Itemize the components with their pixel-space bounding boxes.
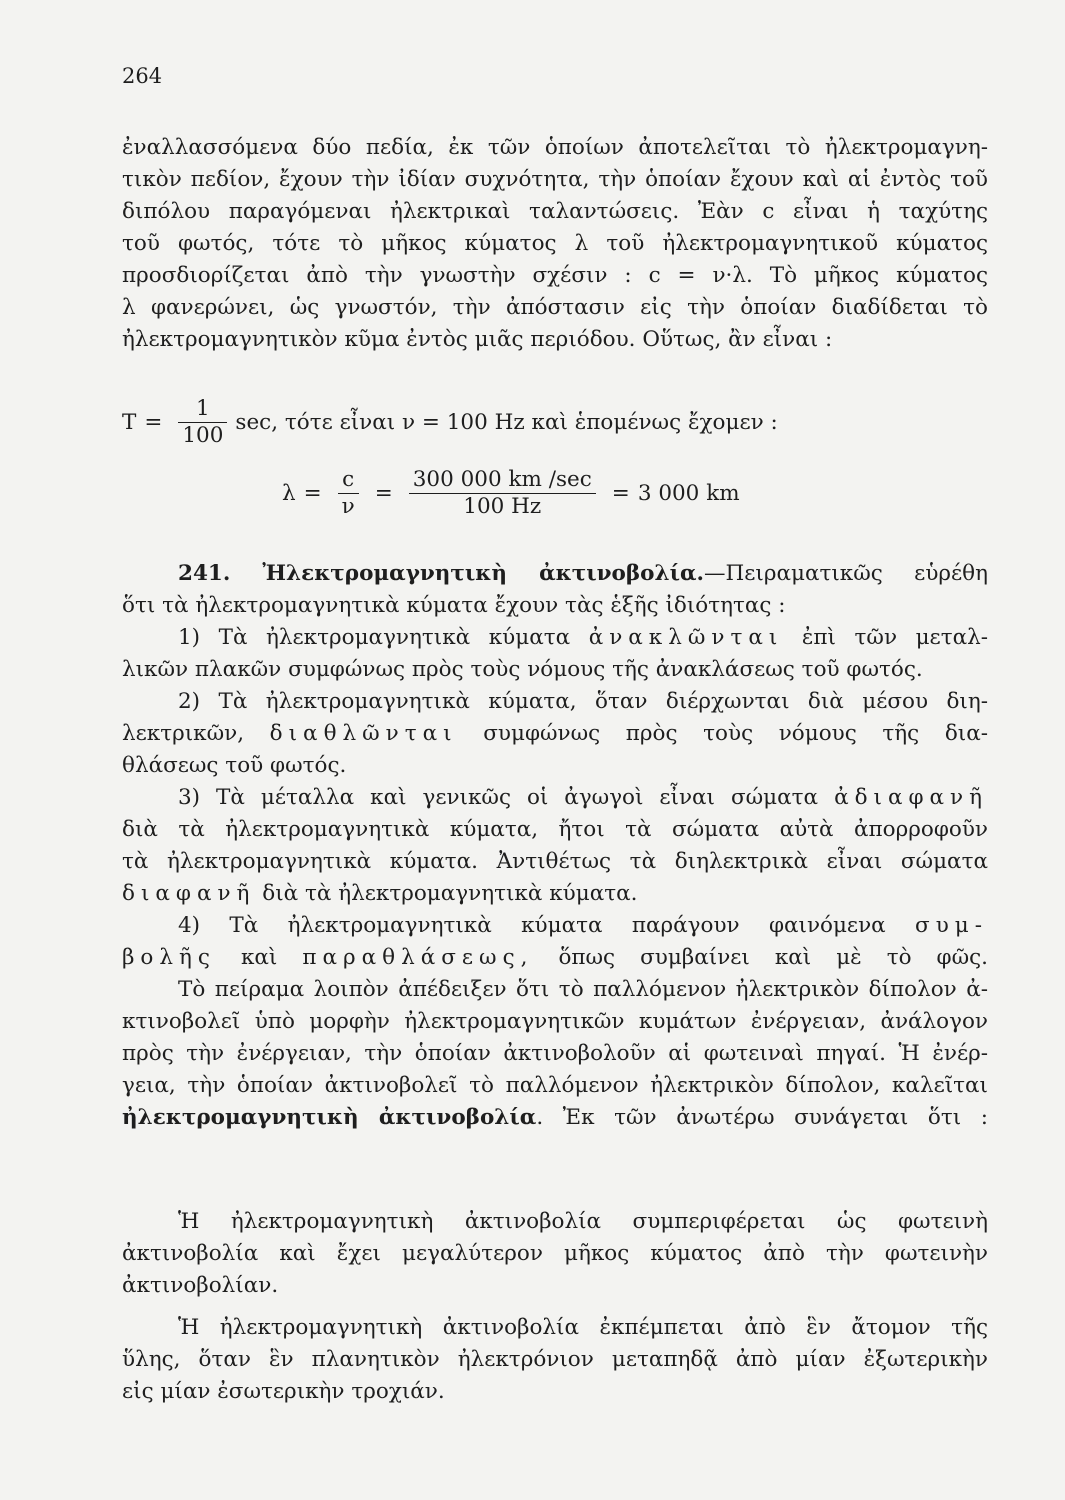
- fraction-numerator: 300 000 km /sec: [412, 466, 592, 492]
- text-line: ἠλεκτρομαγνητικὸν κῦμα ἐντὸς μιᾶς περιόδου. Οὕτως, ἂν εἶναι :: [122, 327, 833, 352]
- spaced-term: ἀδιαφανῆ: [834, 785, 988, 810]
- text-line: Ἡ ἠλεκτρομαγνητικὴ ἀκτινοβολία συμπεριφέρεται ὡς φωτεινὴ: [178, 1209, 988, 1234]
- formula-period: [122, 392, 778, 452]
- text-line: διαφανῆ διὰ τὰ ἠλεκτρομαγνητικὰ κύματα.: [122, 881, 638, 906]
- text-line: ἐναλλασσόμενα δύο πεδία, ἐκ τῶν ὁποίων ἀποτελεῖται τὸ ἠλεκτρομαγνη-: [122, 135, 988, 160]
- text-line: ὅτι τὰ ἠλεκτρομαγνητικὰ κύματα ἔχουν τὰς ἑξῆς ἰδιότητας :: [122, 593, 786, 618]
- text-line: θλάσεως τοῦ φωτός.: [122, 753, 347, 778]
- section-241: [122, 558, 988, 1134]
- formula-lhs: λ: [282, 480, 296, 506]
- text-line: ἀκτινοβολία καὶ ἔχει μεγαλύτερον μῆκος κύματος ἀπὸ τὴν φωτεινὴν: [122, 1241, 988, 1266]
- text-line: ἀκτινοβολίαν.: [122, 1273, 279, 1298]
- formula-result: 3 000 km: [637, 480, 740, 506]
- formula-fraction: [338, 467, 359, 520]
- rule-1: [122, 1206, 988, 1302]
- text-line: λεκτρικῶν, διαθλῶνται συμφώνως πρὸς τοὺς νόμους τῆς δια-: [122, 721, 988, 746]
- formula-wavelength: [282, 460, 740, 526]
- formula-fraction: [178, 396, 227, 449]
- text-line: Τὸ πείραμα λοιπὸν ἀπέδειξεν ὅτι τὸ παλλόμενον ἠλεκτρικὸν δίπολον ἀ-: [178, 977, 988, 1002]
- text-line: προσδιορίζεται ἀπὸ τὴν γνωστὴν σχέσιν : c = ν·λ. Τὸ μῆκος κύματος: [122, 263, 988, 288]
- item-1-line: 1) Τὰ ἠλεκτρομαγνητικὰ κύματα ἀνακλῶνται ἐπὶ τῶν μεταλ-: [178, 625, 988, 650]
- formula-equals: =: [374, 480, 393, 506]
- text-line: λ φανερώνει, ὡς γνωστόν, τὴν ἀπόστασιν εἰς τὴν ὁποίαν διαδίδεται τὸ: [122, 295, 988, 320]
- item-3-line: 3) Τὰ μέταλλα καὶ γενικῶς οἱ ἀγωγοὶ εἶναι σώματα ἀδιαφανῆ: [178, 785, 988, 810]
- text-line: Ἡ ἠλεκτρομαγνητικὴ ἀκτινοβολία ἐκπέμπεται ἀπὸ ἓν ἄτομον τῆς: [178, 1315, 988, 1340]
- fraction-denominator: 100 Hz: [463, 493, 542, 519]
- bold-term: ἠλεκτρομαγνητικὴ ἀκτινοβολία: [122, 1105, 537, 1130]
- text-line: λικῶν πλακῶν συμφώνως πρὸς τοὺς νόμους τῆς ἀνακλάσεως τοῦ φωτός.: [122, 657, 923, 682]
- spaced-term: ἀνακλῶνται: [588, 625, 784, 650]
- text-line: βολῆς καὶ παραθλάσεως, ὅπως συμβαίνει καὶ μὲ τὸ φῶς.: [122, 945, 988, 970]
- fraction-denominator: 100: [182, 422, 224, 448]
- text-line: κτινοβολεῖ ὑπὸ μορφὴν ἠλεκτρομαγνητικῶν κυμάτων ἐνέργειαν, ἀνάλογον: [122, 1009, 988, 1034]
- item-4-line: 4) Τὰ ἠλεκτρομαγνητικὰ κύματα παράγουν φαινόμενα συμ-: [178, 913, 988, 938]
- page-number: 264: [122, 64, 163, 88]
- text-line: τοῦ φωτός, τότε τὸ μῆκος κύματος λ τοῦ ἠλεκτρομαγνητικοῦ κύματος: [122, 231, 988, 256]
- section-heading: 241. Ἠλεκτρομαγνητικὴ ἀκτινοβολία.: [178, 561, 704, 586]
- formula-lhs: T: [122, 409, 137, 435]
- text-line: διὰ τὰ ἠλεκτρομαγνητικὰ κύματα, ἤτοι τὰ σώματα αὐτὰ ἀπορροφοῦν: [122, 817, 988, 842]
- fraction-numerator: 1: [196, 395, 210, 421]
- paragraph-intro: [122, 132, 988, 356]
- fraction-numerator: c: [342, 466, 355, 492]
- text-line: τικὸν πεδίον, ἔχουν τὴν ἰδίαν συχνότητα, τὴν ὁποίαν ἔχουν καὶ αἱ ἐντὸς τοῦ: [122, 167, 988, 192]
- text-line: τὰ ἠλεκτρομαγνητικὰ κύματα. Ἀντιθέτως τὰ διηλεκτρικὰ εἶναι σώματα: [122, 849, 988, 874]
- spaced-term: παραθλάσεως,: [302, 945, 534, 970]
- section-heading-line: [122, 558, 988, 590]
- text-line: ὕλης, ὅταν ἓν πλανητικὸν ἠλεκτρόνιον μεταπηδᾷ ἀπὸ μίαν ἐξωτερικὴν: [122, 1347, 988, 1372]
- spaced-term: διαφανῆ: [122, 881, 256, 906]
- formula-equals: =: [303, 480, 322, 506]
- text-line: πρὸς τὴν ἐνέργειαν, τὴν ὁποίαν ἀκτινοβολοῦν αἱ φωτειναὶ πηγαί. Ἡ ἐνέρ-: [122, 1041, 988, 1066]
- spaced-term: βολῆς: [122, 945, 216, 970]
- text-line: εἰς μίαν ἐσωτερικὴν τροχιάν.: [122, 1379, 445, 1404]
- formula-equals: =: [144, 409, 163, 435]
- text-line: ἠλεκτρομαγνητικὴ ἀκτινοβολία. Ἐκ τῶν ἀνωτέρω συνάγεται ὅτι :: [122, 1105, 988, 1130]
- formula-fraction: [409, 467, 596, 520]
- section-heading-rest: —Πειραματικῶς εὑρέθη: [704, 561, 988, 586]
- text-line: διπόλου παραγόμεναι ἠλεκτρικαὶ ταλαντώσεις. Ἐὰν c εἶναι ἡ ταχύτης: [122, 199, 988, 224]
- spaced-term: συμ-: [915, 913, 988, 938]
- text-line: γεια, τὴν ὁποίαν ἀκτινοβολεῖ τὸ παλλόμενον ἠλεκτρικὸν δίπολον, καλεῖται: [122, 1073, 988, 1098]
- spaced-term: διαθλῶνται: [269, 721, 458, 746]
- fraction-denominator: ν: [341, 493, 355, 519]
- formula-equals: =: [611, 480, 630, 506]
- rule-2: [122, 1312, 988, 1408]
- formula-text: sec, τότε εἶναι ν = 100 Hz καὶ ἑπομένως ἔχομεν :: [235, 409, 778, 435]
- item-2-line: 2) Τὰ ἠλεκτρομαγνητικὰ κύματα, ὅταν διέρχωνται διὰ μέσου διη-: [178, 689, 988, 714]
